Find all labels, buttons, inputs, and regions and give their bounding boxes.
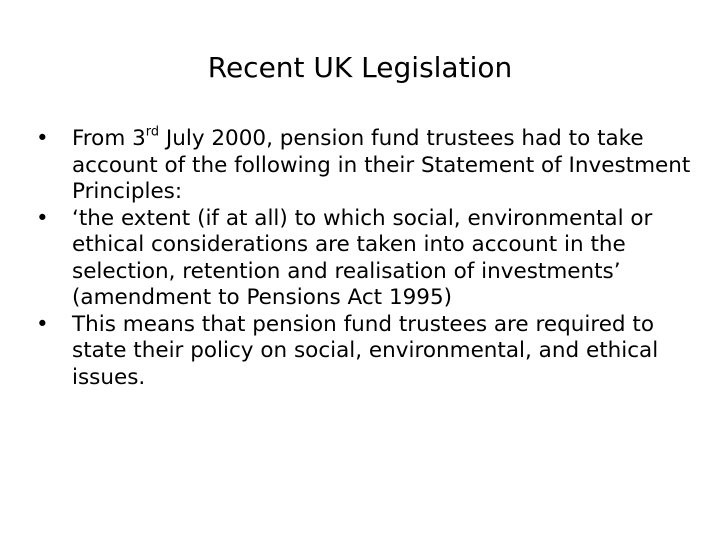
bullet-marker: • xyxy=(36,311,49,337)
bullet-list xyxy=(36,126,696,391)
bullet-item xyxy=(36,312,696,392)
bullet-item xyxy=(36,206,696,312)
bullet-marker: • xyxy=(36,126,49,151)
bullet-text: July 2000, pension fund trustees had to take account of the following in their Statement of Investment Principles: xyxy=(72,126,691,204)
bullet-marker: • xyxy=(36,205,49,231)
slide-title: Recent UK Legislation xyxy=(207,51,513,84)
bullet-text-prefix: From 3 xyxy=(72,126,146,151)
ordinal-superscript: rd xyxy=(145,124,160,140)
bullet-item xyxy=(36,126,696,206)
bullet-text: ‘the extent (if at all) to which social, environmental or ethical considerations are taken into account in the selection, retention and realisation of investments’ (amendment to Pensions Act 1995) xyxy=(72,205,653,310)
bullet-text: This means that pension fund trustees are required to state their policy on social, environmental, and ethical issues. xyxy=(72,311,659,390)
